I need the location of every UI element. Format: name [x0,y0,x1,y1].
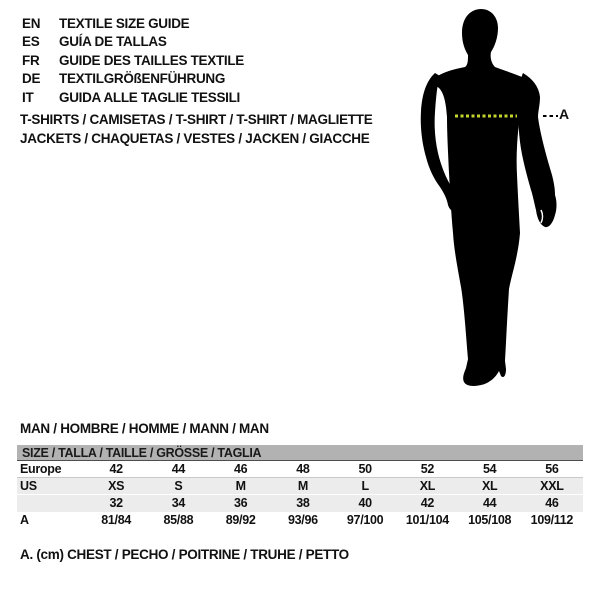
product-line-tshirts: T-SHIRTS / CAMISETAS / T-SHIRT / T-SHIRT / MAGLIETTE [20,112,373,127]
language-title: TEXTILGRÖßENFÜHRUNG [59,71,226,87]
table-cell: 101/104 [405,513,449,527]
language-title: GUÍA DE TALLAS [59,34,167,50]
row-label: A [20,513,29,527]
table-cell: 34 [171,496,186,510]
table-cell: 89/92 [225,513,256,527]
product-line-jackets: JACKETS / CHAQUETAS / VESTES / JACKEN / GIACCHE [20,130,370,146]
language-title: GUIDE DES TAILLES TEXTILE [59,52,245,68]
table-row-chest-a [17,512,583,529]
language-code: EN [22,16,41,31]
table-cell: 105/108 [468,513,512,527]
table-cell: XXL [540,479,564,493]
table-cell: 36 [233,496,248,510]
table-cell: 38 [296,496,310,510]
row-label: Europe [20,462,62,476]
table-cell: 50 [358,462,372,476]
table-cell: 54 [482,462,497,476]
table-cell: 48 [296,462,310,476]
table-cell: S [174,479,183,493]
table-cell: 93/96 [287,513,318,527]
measurement-footnote: A. (cm) CHEST / PECHO / POITRINE / TRUHE / PETTO [20,547,349,562]
table-cell: XL [419,479,436,493]
measure-label-a: A [559,106,569,122]
table-cell: L [361,479,369,493]
table-row-europe [17,461,583,478]
table-cell: XL [481,479,498,493]
table-cell: 52 [420,462,435,476]
table-row-us [17,478,583,495]
table-cell: 32 [109,496,123,510]
language-title: GUIDA ALLE TAGLIE TESSILI [59,89,240,105]
table-cell: 42 [420,496,435,510]
language-row-de [22,70,244,88]
language-code: IT [22,89,34,105]
language-row-es [22,33,244,51]
language-code: ES [22,34,40,50]
language-row-en [22,15,244,33]
language-list [22,15,244,107]
table-cell: M [235,479,246,493]
table-cell: 44 [171,462,186,476]
table-cell: XS [108,479,125,493]
table-row-numeric [17,495,583,512]
table-cell: 46 [545,496,559,510]
silhouette-right-arm [518,73,556,227]
row-label [17,495,85,512]
row-label: US [20,479,37,493]
language-code: DE [22,71,41,87]
size-table [17,445,583,529]
table-cell: 44 [482,496,497,510]
product-category-list [20,111,372,148]
language-row-fr [22,52,244,70]
silhouette-body [430,9,534,386]
man-silhouette-figure [415,5,565,390]
language-code: FR [22,52,40,68]
table-cell: 81/84 [101,513,132,527]
language-title: TEXTILE SIZE GUIDE [59,16,190,31]
table-cell: 40 [358,496,372,510]
table-cell: 109/112 [530,513,574,527]
table-cell: M [297,479,308,493]
table-cell: 42 [109,462,123,476]
table-cell: 46 [233,462,248,476]
table-cell: 56 [545,462,559,476]
language-row-it [22,89,244,107]
table-cell: 97/100 [346,513,384,527]
size-table-header: SIZE / TALLA / TAILLE / GRÖSSE / TAGLIA [17,445,583,461]
section-heading-man: MAN / HOMBRE / HOMME / MANN / MAN [20,421,269,436]
table-cell: 85/88 [163,513,194,527]
